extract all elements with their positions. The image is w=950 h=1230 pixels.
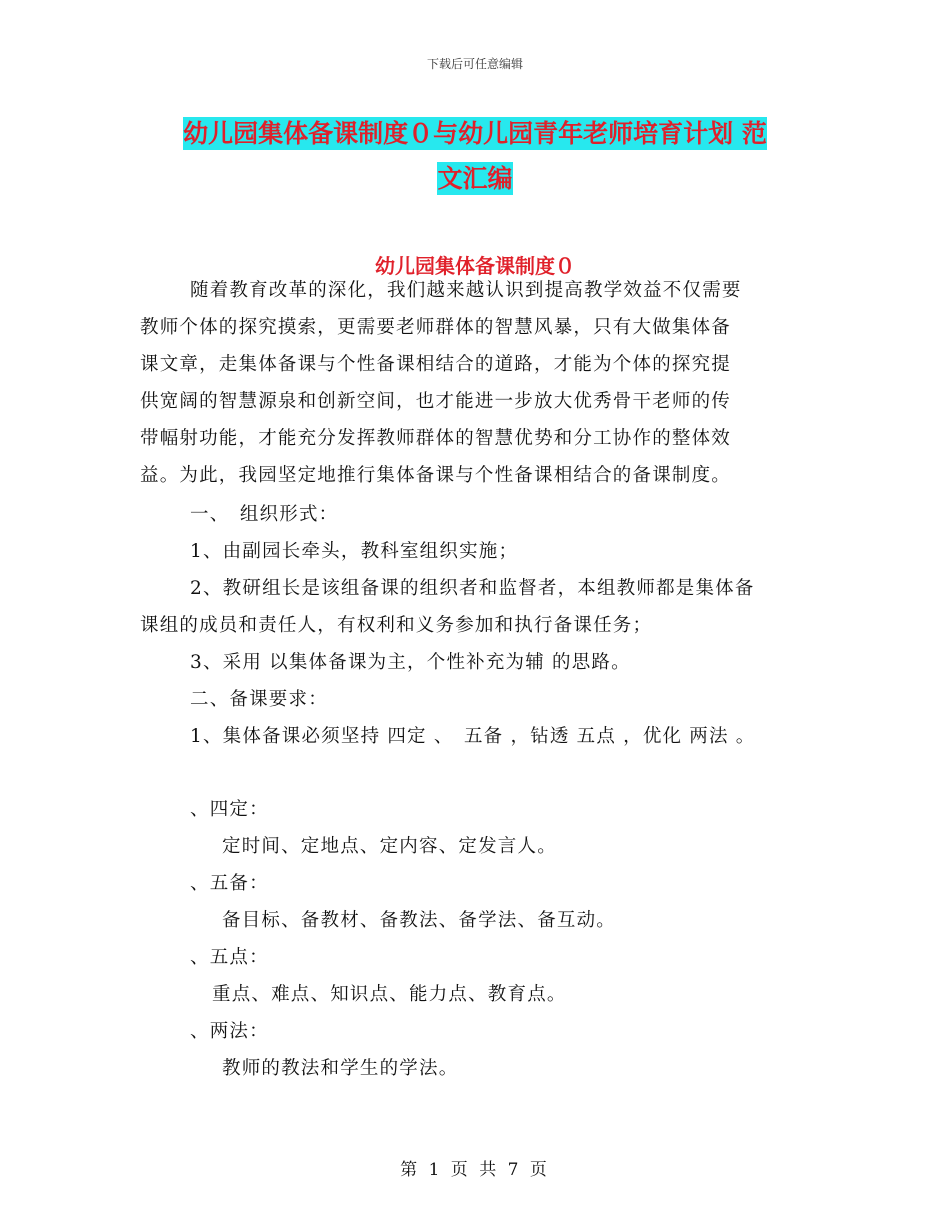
org-item: 3、采用 以集体备课为主，个性补充为辅 的思路。	[190, 652, 631, 673]
page-footer: 第 1 页 共 7 页	[400, 1160, 550, 1180]
intro-line: 随着教育改革的深化，我们越来越认识到提高教学效益不仅需要	[190, 280, 742, 301]
document-title-line-1: 幼儿园集体备课制度０与幼儿园青年老师培育计划 范	[183, 119, 767, 148]
sub-heading: 、四定：	[190, 799, 269, 820]
org-item: 2、教研组长是该组备课的组织者和监督者，本组教师都是集体备	[190, 578, 755, 599]
intro-line: 课文章，走集体备课与个性备课相结合的道路，才能为个体的探究提	[140, 354, 732, 375]
intro-line: 带幅射功能，才能充分发挥教师群体的智慧优势和分工协作的整体效	[140, 428, 732, 449]
intro-line: 供宽阔的智慧源泉和创新空间，也才能进一步放大优秀骨干老师的传	[140, 391, 732, 412]
header-note: 下载后可任意编辑	[426, 57, 523, 71]
sub-heading: 、五点：	[190, 947, 269, 968]
org-item: 1、由副园长牵头，教科室组织实施；	[190, 541, 519, 562]
sub-heading: 、两法：	[190, 1021, 269, 1042]
sub-heading: 、五备：	[190, 873, 269, 894]
intro-line: 益。为此，我园坚定地推行集体备课与个性备课相结合的备课制度。	[140, 465, 732, 486]
intro-line: 教师个体的探究摸索，更需要老师群体的智慧风暴，只有大做集体备	[140, 317, 732, 338]
org-item: 课组的成员和责任人，有权利和义务参加和执行备课任务；	[140, 615, 653, 636]
sub-content: 重点、难点、知识点、能力点、教育点。	[212, 984, 567, 1005]
document-title-line-2: 文汇编	[437, 164, 513, 193]
sub-content: 教师的教法和学生的学法。	[222, 1058, 459, 1079]
req-item: 1、集体备课必须坚持 四定 、 五备 ，钻透 五点 ，优化 两法 。	[190, 726, 756, 747]
req-heading: 二、备课要求：	[190, 689, 328, 710]
org-heading: 一、 组织形式：	[190, 504, 339, 525]
sub-content: 备目标、备教材、备教法、备学法、备互动。	[222, 910, 617, 931]
sub-content: 定时间、定地点、定内容、定发言人。	[222, 836, 557, 857]
section-title: 幼儿园集体备课制度０	[375, 254, 575, 278]
